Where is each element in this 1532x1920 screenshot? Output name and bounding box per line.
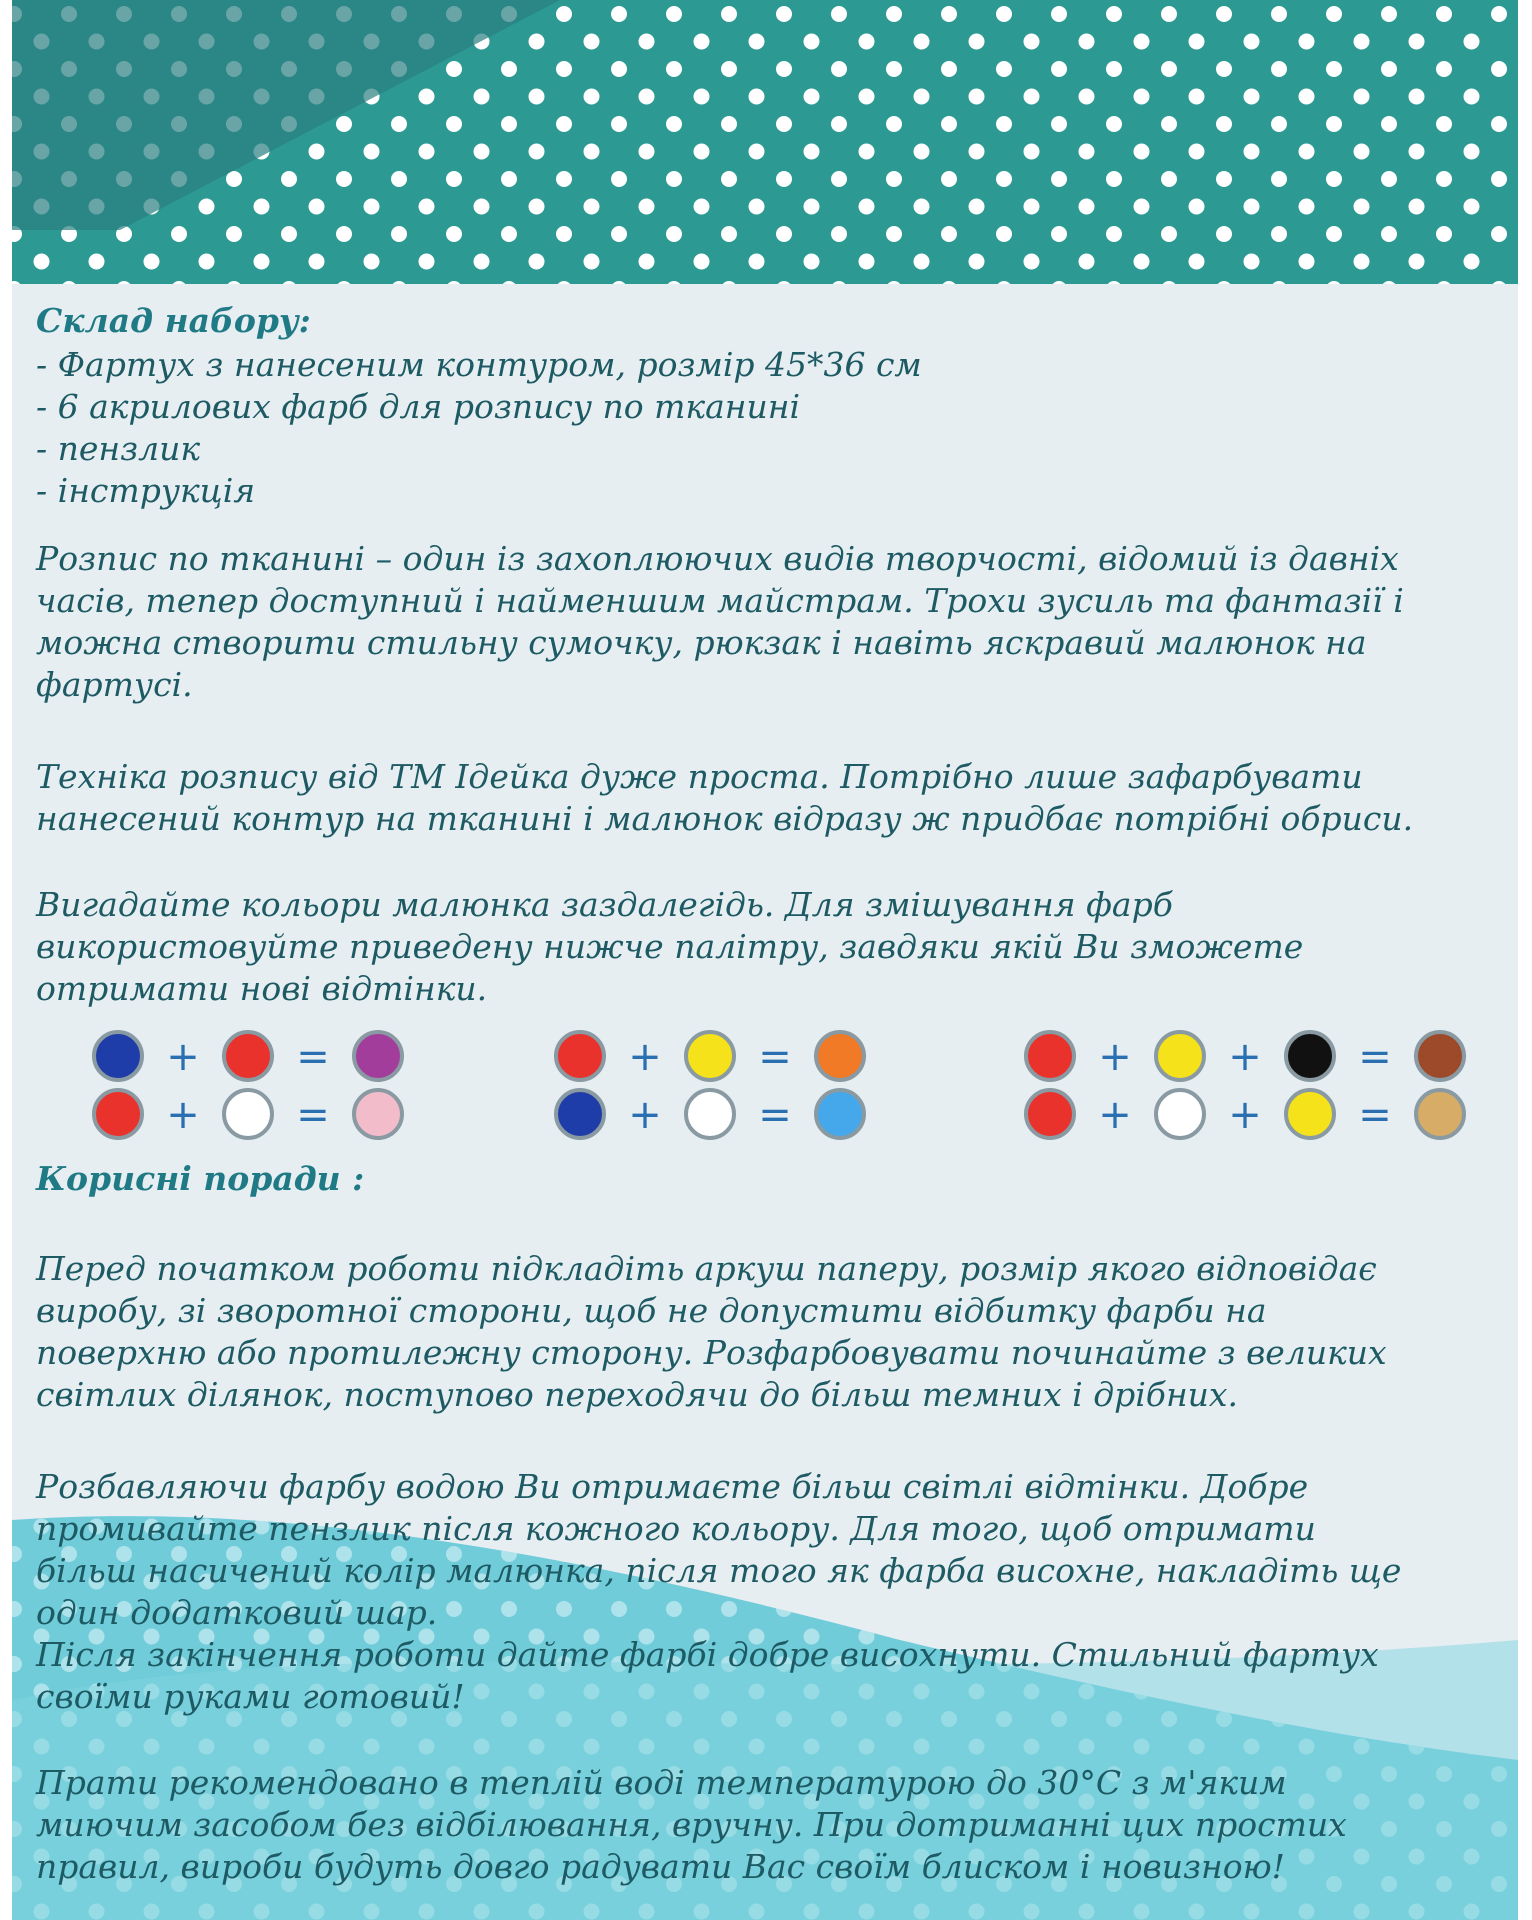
equals-sign: = — [296, 1092, 330, 1138]
plus-sign: + — [1098, 1092, 1132, 1138]
equals-sign: = — [1358, 1034, 1392, 1080]
intro-line: часів, тепер доступний і найменшим майстрам. Трохи зусиль та фантазії і — [36, 581, 1404, 620]
tips-paragraph-3 — [36, 1762, 1506, 1888]
tips-line: промивайте пензлик після кожного кольору. Для того, щоб отримати — [36, 1509, 1316, 1548]
plus-sign: + — [1228, 1092, 1262, 1138]
plus-sign: + — [166, 1092, 200, 1138]
kit-section — [36, 300, 1506, 512]
tips-paragraph-1 — [36, 1248, 1506, 1416]
tips-line: Після закінчення роботи дайте фарбі добре висохнути. Стильний фартух — [36, 1635, 1379, 1674]
tips-line: поверхню або протилежну сторону. Розфарбовувати починайте з великих — [36, 1333, 1387, 1372]
equals-sign: = — [758, 1034, 792, 1080]
intro-line: фартусі. — [36, 665, 193, 704]
tips-section — [36, 1158, 1506, 1200]
tips-line: Перед початком роботи підкладіть аркуш паперу, розмір якого відповідає — [36, 1249, 1377, 1288]
tips-line: Прати рекомендовано в теплій воді температурою до 30°С з м'яким — [36, 1763, 1287, 1802]
plus-sign: + — [166, 1034, 200, 1080]
equals-sign: = — [1358, 1092, 1392, 1138]
kit-item-apron: - Фартух з нанесеним контуром, розмір 45*36 см — [36, 345, 922, 384]
technique-line: нанесений контур на тканині і малюнок відразу ж придбає потрібні обриси. — [36, 799, 1414, 838]
colors-intro-line: отримати нові відтінки. — [36, 969, 488, 1008]
technique-paragraph — [36, 756, 1506, 840]
plus-sign: + — [628, 1092, 662, 1138]
technique-line: Техніка розпису від ТМ Ідейка дуже проста. Потрібно лише зафарбувати — [36, 757, 1363, 796]
colors-intro-line: використовуйте приведену нижче палітру, завдяки якій Ви зможете — [36, 927, 1304, 966]
tips-title: Корисні поради : — [36, 1159, 365, 1198]
intro-line: Розпис по тканині – один із захоплюючих видів творчості, відомий із давніх — [36, 539, 1399, 578]
tips-paragraph-2 — [36, 1466, 1506, 1718]
tips-line: своїми руками готовий! — [36, 1677, 465, 1716]
tips-line: світлих ділянок, поступово переходячи до більш темних і дрібних. — [36, 1375, 1239, 1414]
tips-line: миючим засобом без відбілювання, вручну. При дотриманні цих простих — [36, 1805, 1347, 1844]
equals-sign: = — [758, 1092, 792, 1138]
tips-line: Розбавляючи фарбу водою Ви отримаєте більш світлі відтінки. Добре — [36, 1467, 1309, 1506]
kit-item-instruction: - інструкція — [36, 471, 256, 510]
tips-line: більш насичений колір малюнка, після того як фарба висохне, накладіть ще — [36, 1551, 1402, 1590]
intro-line: можна створити стильну сумочку, рюкзак і навіть яскравий малюнок на — [36, 623, 1367, 662]
kit-item-brush: - пензлик — [36, 429, 201, 468]
plus-sign: + — [1098, 1034, 1132, 1080]
kit-title: Склад набору: — [36, 301, 311, 340]
colors-intro-paragraph — [36, 884, 1506, 1010]
tips-line: правил, вироби будуть довго радувати Вас своїм блиском і новизною! — [36, 1847, 1285, 1886]
intro-paragraph — [36, 538, 1506, 706]
equals-sign: = — [296, 1034, 330, 1080]
plus-sign: + — [628, 1034, 662, 1080]
kit-item-paints: - 6 акрилових фарб для розпису по тканині — [36, 387, 801, 426]
colors-intro-line: Вигадайте кольори малюнка заздалегідь. Для змішування фарб — [36, 885, 1173, 924]
plus-sign: + — [1228, 1034, 1262, 1080]
tips-line: виробу, зі зворотної сторони, щоб не допустити відбитку фарби на — [36, 1291, 1267, 1330]
tips-line: один додатковий шар. — [36, 1593, 438, 1632]
